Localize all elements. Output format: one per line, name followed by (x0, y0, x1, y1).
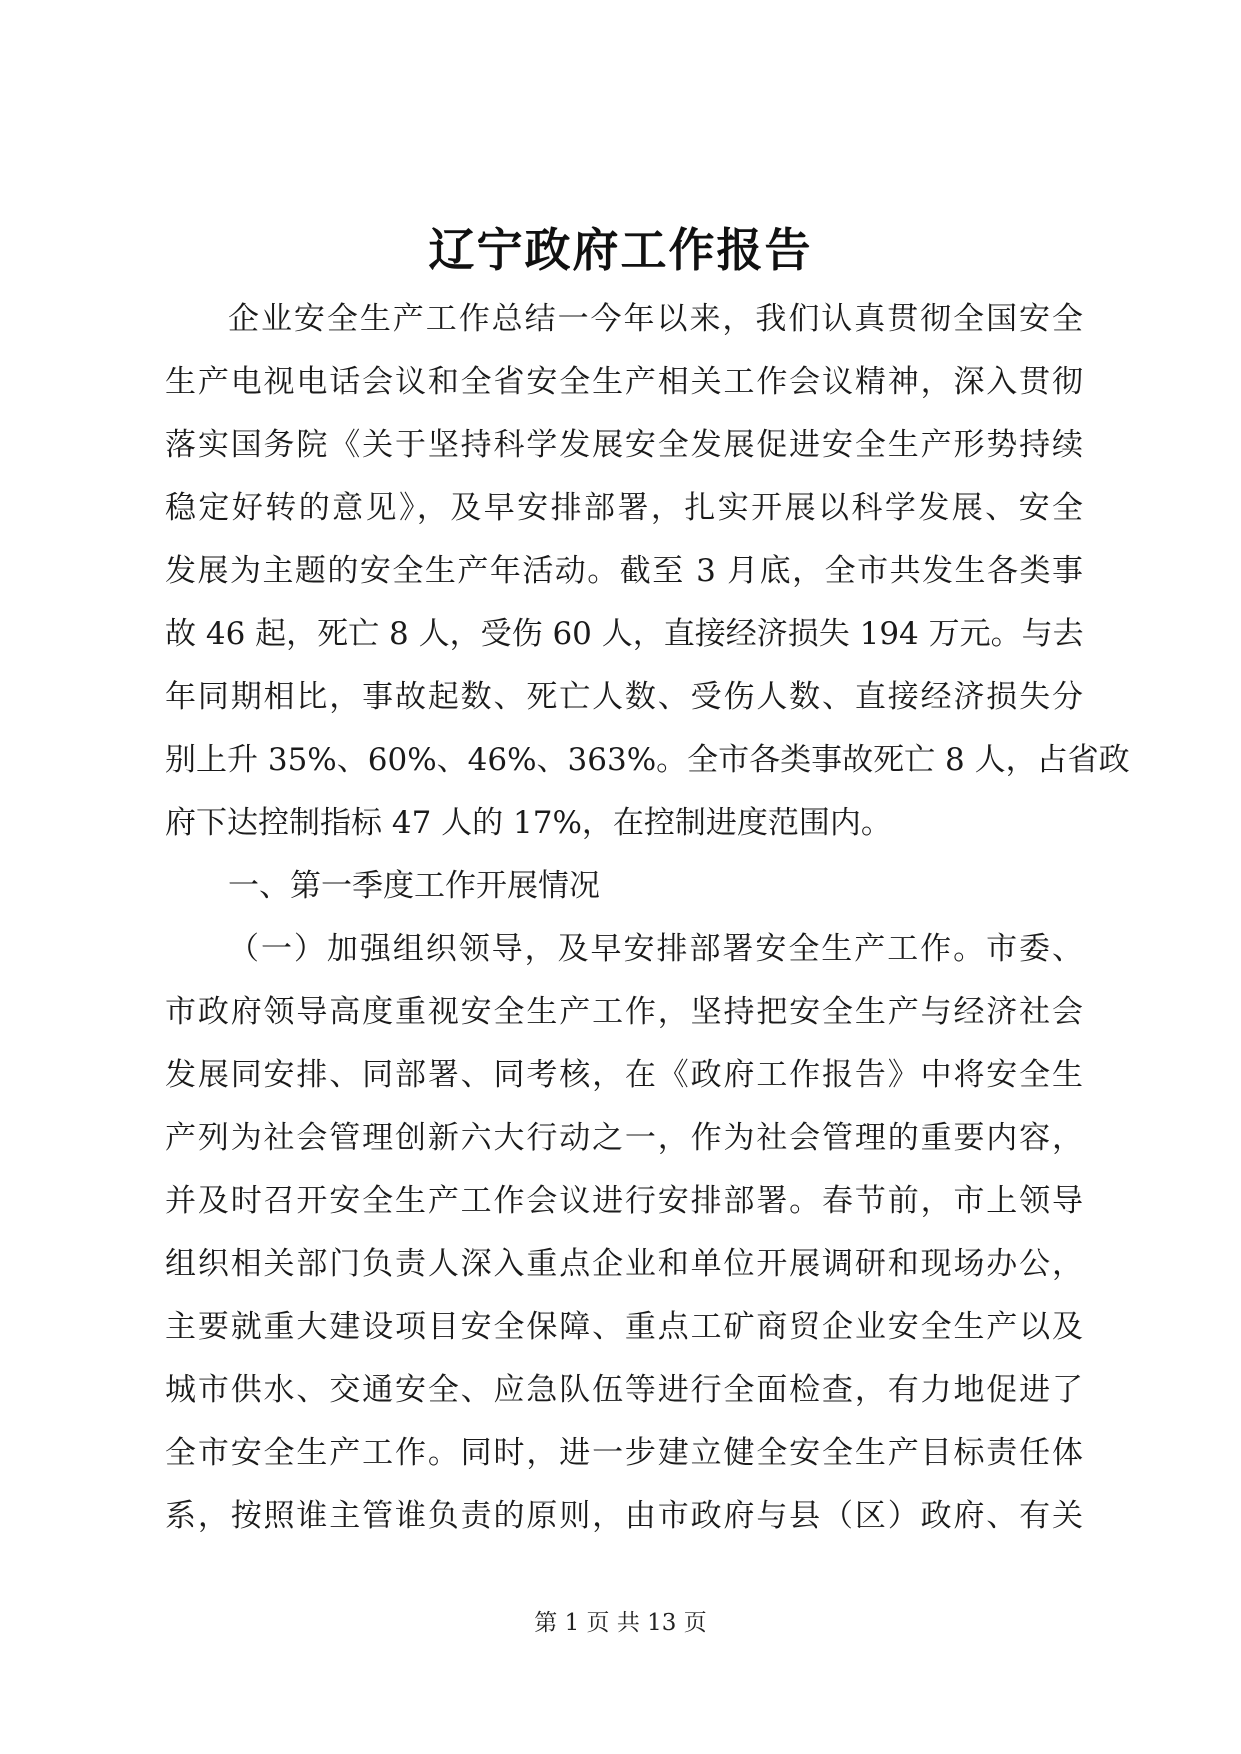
paragraph-line: 年同期相比，事故起数、死亡人数、受伤人数、直接经济损失分 (165, 679, 1083, 715)
paragraph-line: 落实国务院《关于坚持科学发展安全发展促进安全生产形势持续 (165, 427, 1083, 463)
paragraph-line: 稳定好转的意见》，及早安排部署，扎实开展以科学发展、安全 (165, 490, 1083, 526)
document-title: 辽宁政府工作报告 (428, 223, 813, 277)
document-body (165, 288, 1130, 1548)
paragraph-line: 故 46 起，死亡 8 人，受伤 60 人，直接经济损失 194 万元。与去 (165, 616, 1084, 652)
paragraph-line: 发展为主题的安全生产年活动。截至 3 月底，全市共发生各类事 (165, 553, 1083, 589)
section-heading: 一、第一季度工作开展情况 (228, 868, 600, 904)
paragraph-line: 组织相关部门负责人深入重点企业和单位开展调研和现场办公， (165, 1246, 1083, 1282)
paragraph-line: 城市供水、交通安全、应急队伍等进行全面检查，有力地促进了 (165, 1372, 1083, 1408)
subsection-heading-line: （一）加强组织领导，及早安排部署安全生产工作。市委、 (228, 931, 1083, 967)
paragraph-line: 并及时召开安全生产工作会议进行安排部署。春节前，市上领导 (165, 1183, 1083, 1219)
paragraph-line: 全市安全生产工作。同时，进一步建立健全安全生产目标责任体 (165, 1435, 1083, 1471)
paragraph-line: 生产电视电话会议和全省安全生产相关工作会议精神，深入贯彻 (165, 364, 1083, 400)
paragraph-line: 产列为社会管理创新六大行动之一，作为社会管理的重要内容， (165, 1120, 1083, 1156)
page-number-footer: 第 1 页 共 13 页 (534, 1610, 707, 1636)
paragraph-line: 企业安全生产工作总结一今年以来，我们认真贯彻全国安全 (228, 301, 1083, 337)
paragraph-line: 府下达控制指标 47 人的 17%，在控制进度范围内。 (165, 805, 892, 841)
paragraph-line: 发展同安排、同部署、同考核，在《政府工作报告》中将安全生 (165, 1057, 1083, 1093)
paragraph-line: 市政府领导高度重视安全生产工作，坚持把安全生产与经济社会 (165, 994, 1083, 1030)
paragraph-line: 系，按照谁主管谁负责的原则，由市政府与县（区）政府、有关 (165, 1498, 1083, 1534)
paragraph-line: 主要就重大建设项目安全保障、重点工矿商贸企业安全生产以及 (165, 1309, 1083, 1345)
paragraph-line: 别上升 35%、60%、46%、363%。全市各类事故死亡 8 人，占省政 (165, 742, 1130, 778)
